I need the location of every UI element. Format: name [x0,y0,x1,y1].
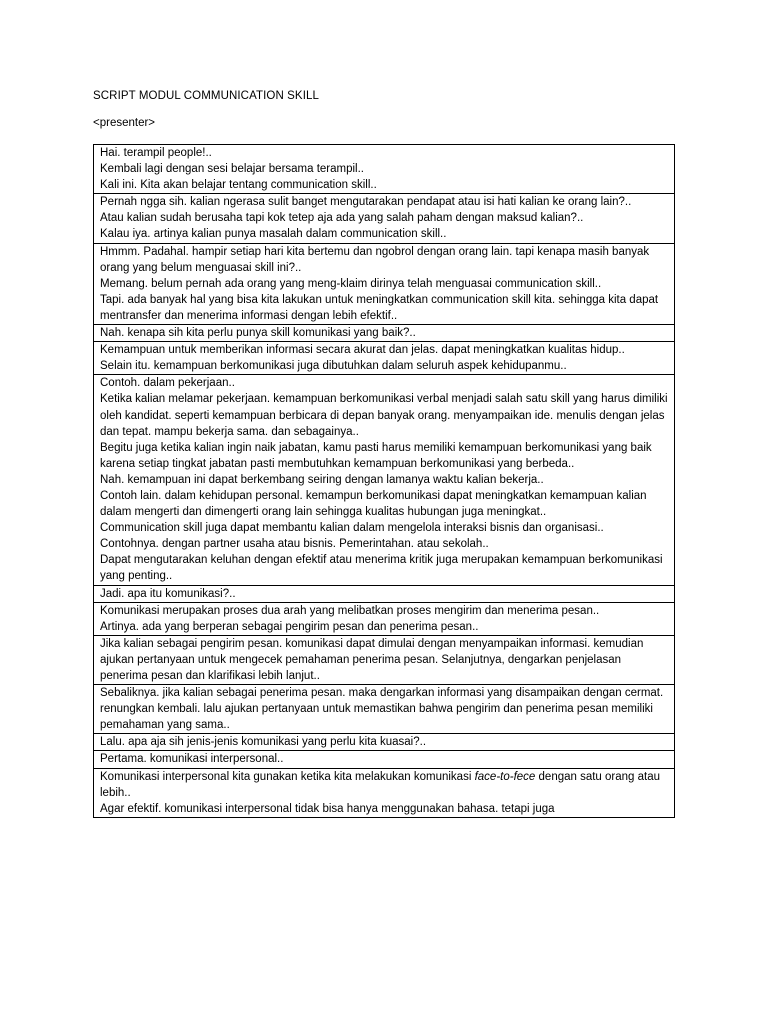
script-line: Atau kalian sudah berusaha tapi kok tetep aja ada yang salah paham dengan maksud kalian?.. [100,212,584,225]
script-cell [94,375,675,585]
line-text: dengan satu orang atau lebih.. [100,770,661,799]
script-line: Pernah ngga sih. kalian ngerasa sulit banget mengutarakan pendapat atau isi hati kalian ke orang lain?.. [100,196,632,209]
script-cell [94,325,675,342]
table-row [94,685,675,734]
script-line: Kalau iya. artinya kalian punya masalah dalam communication skill.. [100,228,447,241]
script-line: Kali ini. Kita akan belajar tentang communication skill.. [100,179,377,192]
script-table [93,144,675,818]
script-line: Begitu juga ketika kalian ingin naik jabatan, kamu pasti harus memiliki kemampuan berkomunikasi yang baik karena setiap tingkat jabatan pasti membutuhkan kemampuan berkomunikasi yang berbeda.. [100,441,652,470]
table-row [94,585,675,602]
script-cell [94,602,675,635]
script-line: Selain itu. kemampuan berkomunikasi juga dibutuhkan dalam seluruh aspek kehidupanmu.. [100,360,567,373]
script-line: Artinya. ada yang berperan sebagai pengirim pesan dan penerima pesan.. [100,620,479,633]
document-title: SCRIPT MODUL COMMUNICATION SKILL [93,90,319,102]
table-row [94,635,675,684]
script-cell [94,635,675,684]
script-cell [94,243,675,324]
script-cell [94,194,675,243]
script-line: Contoh lain. dalam kehidupan personal. kemampun berkomunikasi dapat meningkatkan kemampuan kalian dalam mengerti dan dimengerti orang lain sehingga kualitas hubungan juga meningkat.. [100,489,647,519]
script-line: Tapi. ada banyak hal yang bisa kita lakukan untuk meningkatkan communication skill kita. sehingga kita dapat mentransfer dan menerima informasi dengan lebih efektif.. [100,293,659,322]
script-cell [94,768,675,817]
script-line: Agar efektif. komunikasi interpersonal tidak bisa hanya menggunakan bahasa. tetapi juga [100,802,555,815]
script-cell [94,145,675,194]
table-row [94,194,675,243]
script-line: Hai. terampil people!.. [100,147,212,159]
table-row [94,734,675,751]
script-line: Contohnya. dengan partner usaha atau bisnis. Pemerintahan. atau sekolah.. [100,538,489,551]
script-cell [94,342,675,375]
script-line: Jadi. apa itu komunikasi?.. [100,587,236,600]
table-row [94,243,675,324]
table-row [94,342,675,375]
script-line: Kembali lagi dengan sesi belajar bersama terampil.. [100,163,365,176]
table-row [94,325,675,342]
script-cell [94,685,675,734]
script-line: Ketika kalian melamar pekerjaan. kemampuan berkomunikasi verbal menjadi salah satu skill yang harus dimiliki oleh kandidat. seperti kemampuan berbicara di depan banyak orang. menyampaikan ide. menulis dengan jelas dan tepat. mampu bekerja sama. dan sebagainya.. [100,393,668,438]
script-line: Komunikasi merupakan proses dua arah yang melibatkan proses mengirim dan menerima pesan.. [100,604,600,617]
script-line: Nah. kenapa sih kita perlu punya skill komunikasi yang baik?.. [100,327,416,340]
script-line: Communication skill juga dapat membantu kalian dalam mengelola interaksi bisnis dan organisasi.. [100,522,604,535]
script-line: Lalu. apa aja sih jenis-jenis komunikasi yang perlu kita kuasai?.. [100,736,427,749]
script-line: Jika kalian sebagai pengirim pesan. komunikasi dapat dimulai dengan menyampaikan informasi. kemudian ajukan pertanyaan untuk mengecek pemahaman penerima pesan. Selanjutnya, dengarkan penjelasan penerima pesan dan klarifikasi lebih lanjut.. [100,637,644,682]
script-cell [94,585,675,602]
script-line: Dapat mengutarakan keluhan dengan efektif atau menerima kritik juga merupakan kemampuan berkomunikasi yang penting.. [100,554,663,583]
script-line: Hmmm. Padahal. hampir setiap hari kita bertemu dan ngobrol dengan orang lain. tapi kenapa masih banyak orang yang belum menguasai skill ini?.. [100,245,650,274]
script-cell [94,734,675,751]
script-cell [94,751,675,768]
script-line: Contoh. dalam pekerjaan.. [100,377,235,390]
script-line: Nah. kemampuan ini dapat berkembang seiring dengan lamanya waktu kalian bekerja.. [100,473,544,486]
table-row [94,751,675,768]
presenter-tag: <presenter> [93,117,156,129]
table-row [94,375,675,585]
line-text: Komunikasi interpersonal kita gunakan ketika kita melakukan komunikasi [100,770,475,783]
table-row [94,768,675,817]
script-line-mixed [100,769,668,801]
script-line: Memang. belum pernah ada orang yang meng-klaim dirinya telah menguasai communication skill.. [100,277,602,290]
table-row [94,145,675,194]
script-line: Pertama. komunikasi interpersonal.. [100,753,284,766]
italic-term: face-to-fece [474,770,536,783]
script-line: Kemampuan untuk memberikan informasi secara akurat dan jelas. dapat meningkatkan kualitas hidup.. [100,344,625,357]
table-row [94,602,675,635]
script-line: Sebaliknya. jika kalian sebagai penerima pesan. maka dengarkan informasi yang disampaikan dengan cermat. renungkan kembali. lalu ajukan pertanyaan untuk memastikan bahwa pengirim dan penerima pesan memiliki pemahaman yang sama.. [100,687,664,732]
